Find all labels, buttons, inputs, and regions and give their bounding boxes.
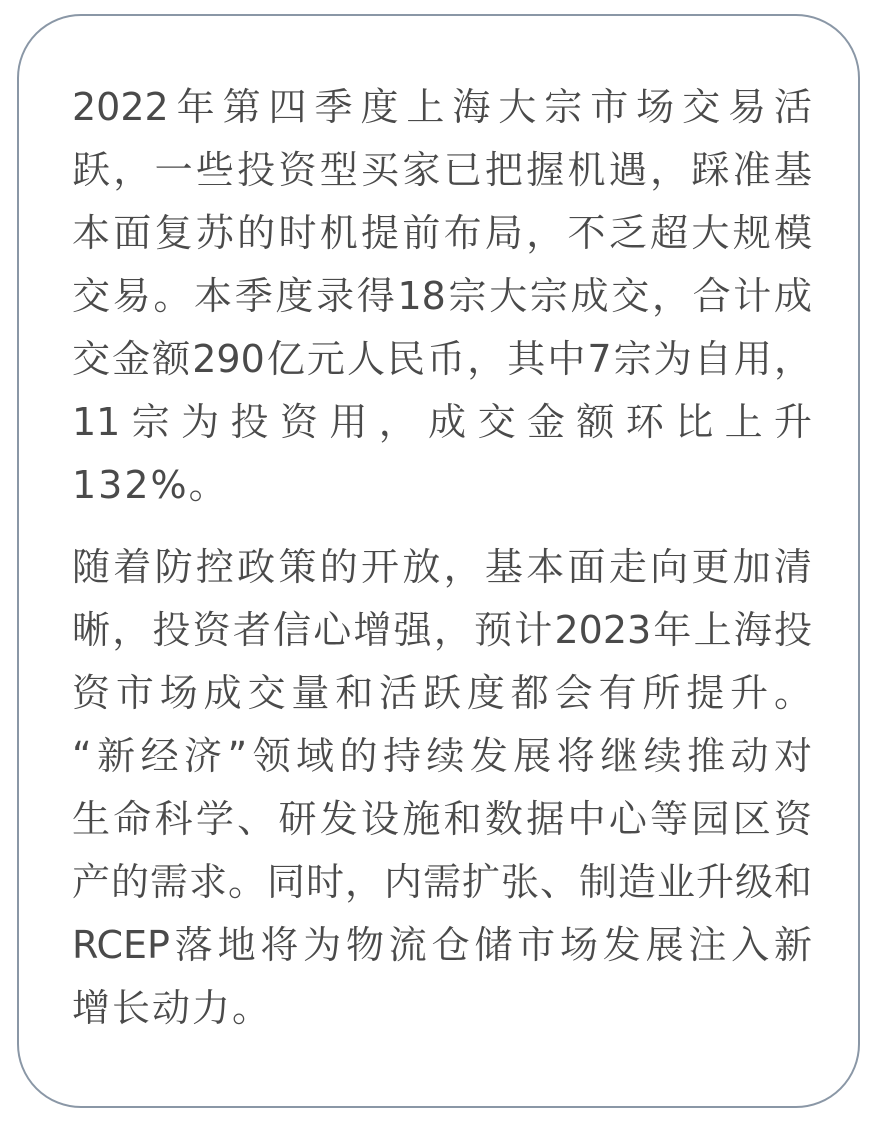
text-line: 交金额290亿元人民币，其中7宗为自用， bbox=[72, 337, 812, 381]
paragraph-outlook bbox=[72, 536, 812, 1040]
text-line: 跃，一些投资型买家已把握机遇，踩准基 bbox=[72, 148, 812, 192]
text-line: 2022年第四季度上海大宗市场交易活 bbox=[72, 85, 812, 129]
text-line: 11宗为投资用，成交金额环比上升 bbox=[72, 400, 812, 444]
text-line: 晰，投资者信心增强，预计2023年上海投 bbox=[72, 608, 812, 652]
text-line: 资市场成交量和活跃度都会有所提升。 bbox=[72, 671, 812, 715]
text-line: 本面复苏的时机提前布局，不乏超大规模 bbox=[72, 211, 812, 255]
text-line: 交易。本季度录得18宗大宗成交，合计成 bbox=[72, 274, 812, 318]
text-line: “新经济”领域的持续发展将继续推动对 bbox=[72, 734, 812, 778]
text-line: 生命科学、研发设施和数据中心等园区资 bbox=[72, 797, 812, 841]
text-line: 132%。 bbox=[72, 463, 229, 507]
paragraph-market-activity bbox=[72, 76, 812, 517]
text-line: 增长动力。 bbox=[72, 986, 273, 1030]
text-line: 产的需求。同时，内需扩张、制造业升级和 bbox=[72, 860, 812, 904]
text-line: RCEP落地将为物流仓储市场发展注入新 bbox=[72, 923, 812, 967]
text-line: 随着防控政策的开放，基本面走向更加清 bbox=[72, 545, 812, 589]
